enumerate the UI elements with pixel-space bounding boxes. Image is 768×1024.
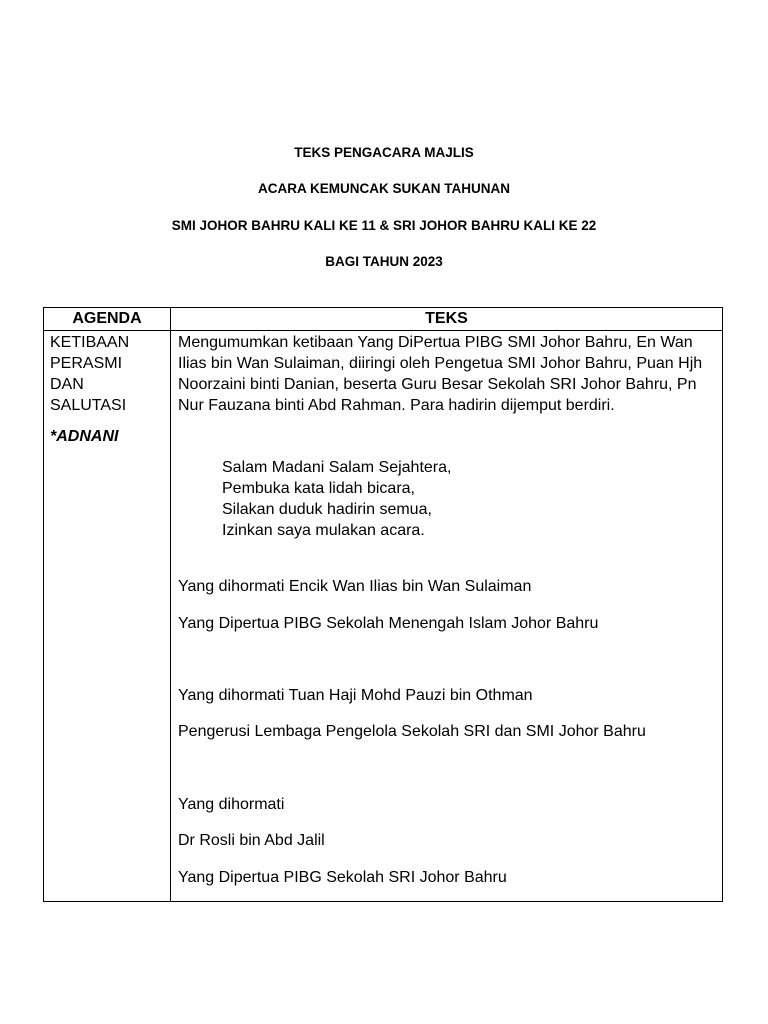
pantun-verse (222, 457, 622, 541)
event-title: ACARA KEMUNCAK SUKAN TAHUNAN (258, 181, 510, 196)
salutation-line: Yang dihormati Tuan Haji Mohd Pauzi bin Othman (178, 687, 533, 704)
salutation-line: Pengerusi Lembaga Pengelola Sekolah SRI dan SMI Johor Bahru (178, 723, 646, 740)
salutation-line: Dr Rosli bin Abd Jalil (178, 832, 325, 849)
agenda-line: DAN (50, 376, 84, 393)
header-row-divider (44, 330, 722, 331)
agenda-line: KETIBAAN (50, 334, 130, 351)
salutation-line: Yang dihormati (178, 796, 285, 813)
column-divider (170, 308, 171, 901)
salutation-line: Yang Dipertua PIBG Sekolah SRI Johor Bahru (178, 869, 507, 886)
agenda-line: SALUTASI (50, 397, 127, 414)
document-title: TEKS PENGACARA MAJLIS (294, 145, 474, 160)
agenda-role: *ADNANI (50, 428, 119, 445)
schools-title: SMI JOHOR BAHRU KALI KE 11 & SRI JOHOR BAHRU KALI KE 22 (171, 218, 597, 233)
header-teks: TEKS (425, 310, 468, 327)
intro-paragraph: Mengumumkan ketibaan Yang DiPertua PIBG SMI Johor Bahru, En Wan Ilias bin Wan Sulaiman, diiringi oleh Pengetua SMI Johor Bahru, Puan Hjh Noorzaini binti Danian, beserta Guru Besar Sekolah SRI Johor Bahru, Pn Nur Fauzana binti Abd Rahman. Para hadirin dijemput berdiri. (178, 334, 703, 414)
agenda-table (43, 307, 723, 902)
pantun-line: Silakan duduk hadirin semua, (222, 501, 432, 518)
pantun-line: Salam Madani Salam Sejahtera, (222, 459, 452, 476)
agenda-cell (50, 332, 168, 447)
header-agenda: AGENDA (72, 310, 142, 327)
agenda-line: PERASMI (50, 355, 123, 372)
salutation-line: Yang Dipertua PIBG Sekolah Menengah Islam Johor Bahru (178, 615, 599, 632)
pantun-line: Pembuka kata lidah bicara, (222, 480, 415, 497)
pantun-line: Izinkan saya mulakan acara. (222, 522, 425, 539)
salutation-line: Yang dihormati Encik Wan Ilias bin Wan Sulaiman (178, 578, 532, 595)
year-title: BAGI TAHUN 2023 (325, 254, 443, 269)
